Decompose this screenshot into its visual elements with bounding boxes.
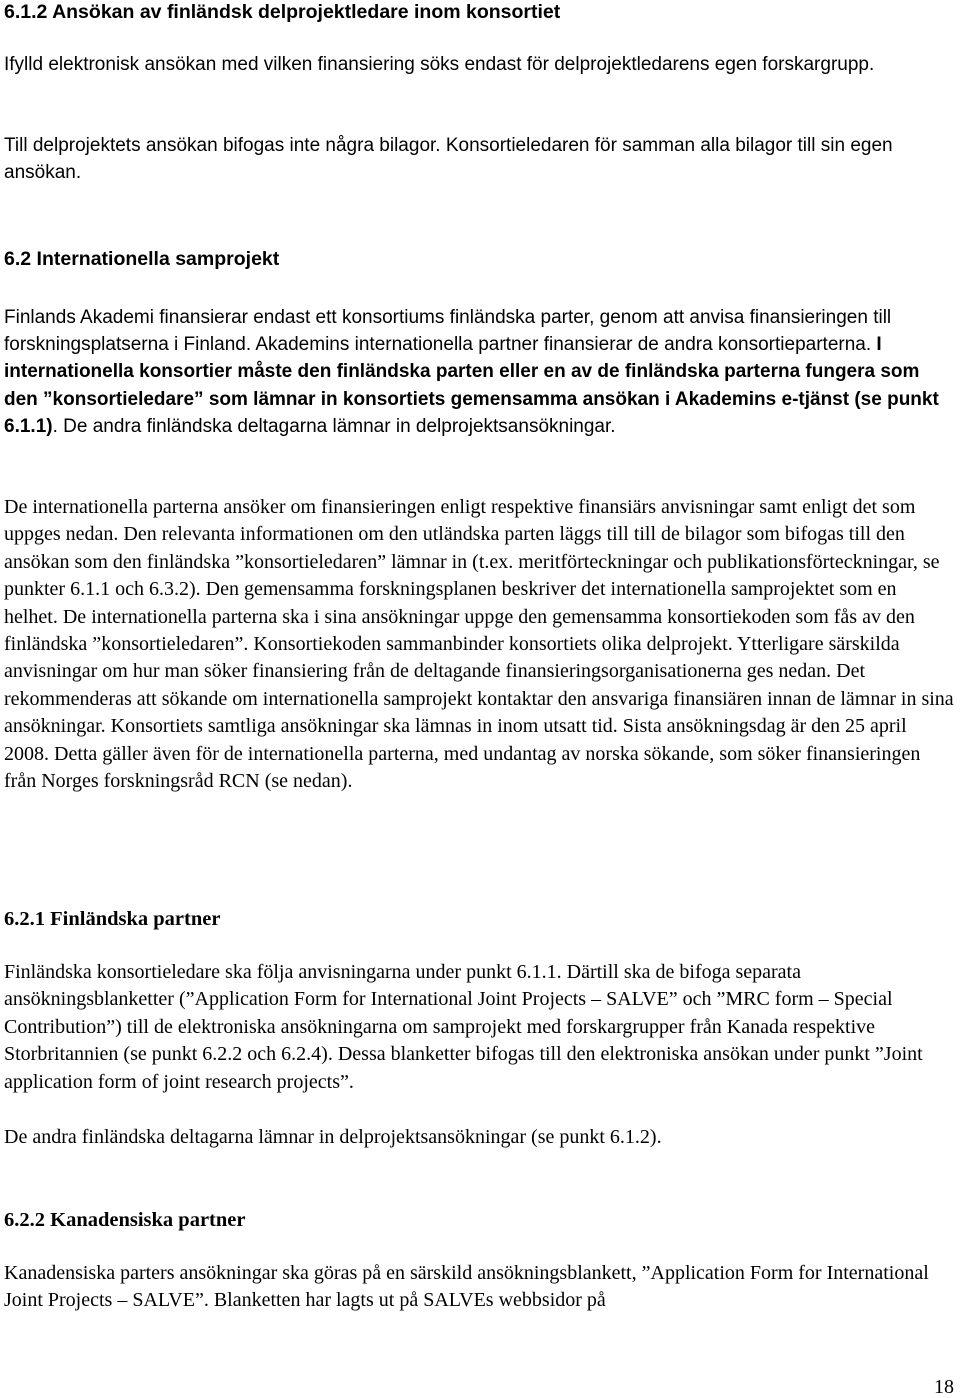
- intl-text-3: . De andra finländska deltagarna lämnar in delprojektsansökningar.: [52, 415, 616, 437]
- intl-text-1: Finlands Akademi finansierar endast ett konsortiums finländska parter, genom att anvisa finansieringen till forskningsplatserna i Finland.: [4, 307, 892, 356]
- attachments-text-2: Konsortieledaren för samman alla bilagor till sin egen ansökan.: [4, 135, 893, 183]
- paragraph-international-projects: [4, 304, 949, 440]
- section-heading-6-2-1: 6.2.1 Finländska partner: [4, 908, 221, 930]
- section-heading-6-2-2: 6.2.2 Kanadensiska partner: [4, 1209, 246, 1231]
- paragraph-attachments: [4, 132, 949, 186]
- paragraph-other-finnish-participants: De andra finländska deltagarna lämnar in delprojektsansökningar (se punkt 6.1.2).: [4, 1126, 662, 1148]
- paragraph-finnish-partner: Finländska konsortieledare ska följa anvisningarna under punkt 6.1.1. Därtill ska de bifoga separata ansökningsblanketter (”Application Form for International Joint Projects – SALVE” och ”MRC form – Special Contribution”) till de elektroniska ansökningarna om samprojekt med forskargrupper från Kanada respektive Storbritannien (se punkt 6.2.2 och 6.2.4). Dessa blanketter bifogas till den elektroniska ansökan under punkt ”Joint application form of joint research projects”.: [4, 961, 923, 1093]
- intl-text-2: Akademins internationella partner finansierar de andra konsortieparterna.: [255, 334, 877, 356]
- page-number: 18: [934, 1376, 954, 1398]
- section-heading-6-1-2: 6.1.2 Ansökan av finländsk delprojektledare inom konsortiet: [4, 1, 561, 23]
- paragraph-application-content: Ifylld elektronisk ansökan med vilken finansiering söks endast för delprojektledarens egen forskargrupp.: [4, 54, 875, 75]
- paragraph-canadian-partner: Kanadensiska parters ansökningar ska göras på en särskild ansökningsblankett, ”Application Form for International Joint Projects – SALVE”. Blanketten har lagts ut på SALVEs webbsidor på: [4, 1262, 929, 1312]
- attachments-text-1: Till delprojektets ansökan bifogas inte några bilagor.: [4, 135, 446, 156]
- intl-text-bold: I internationella konsortier måste den finländska parten eller en av de finländska parterna fungera som den ”konsortieledare” som lämnar in konsortiets gemensamma ansökan i Akademins e-tjänst (se punkt 6.1.1): [4, 334, 939, 437]
- paragraph-international-parties: De internationella parterna ansöker om finansieringen enligt respektive finansiärs anvisningar samt enligt det som uppges nedan. Den relevanta informationen om den utländska parten läggs till till de bilagor som bifogas till den ansökan som den finländska ”konsortieledaren” lämnar in (t.ex. meritförteckningar och publikationsförteckningar, se punkter 6.1.1 och 6.3.2). Den gemensamma forskningsplanen beskriver det internationella samprojektet som en helhet. De internationella parterna ska i sina ansökningar uppge den gemensamma konsortiekoden som fås av den finländska ”konsortieledaren”. Konsortiekoden sammanbinder konsortiets olika delprojekt. Ytterligare särskilda anvisningar om hur man söker finansiering från de deltagande finansieringsorganisationerna ges nedan. Det rekommenderas att sökande om internationella samprojekt kontaktar den ansvariga finansiären innan de lämnar in sina ansökningar. Konsortiets samtliga ansökningar ska lämnas in inom utsatt tid. Sista ansökningsdag är den 25 april 2008. Detta gäller även för de internationella parterna, med undantag av norska sökande, som söker finansieringen från Norges forskningsråd RCN (se nedan).: [4, 496, 954, 793]
- section-heading-6-2: 6.2 Internationella samprojekt: [4, 248, 280, 270]
